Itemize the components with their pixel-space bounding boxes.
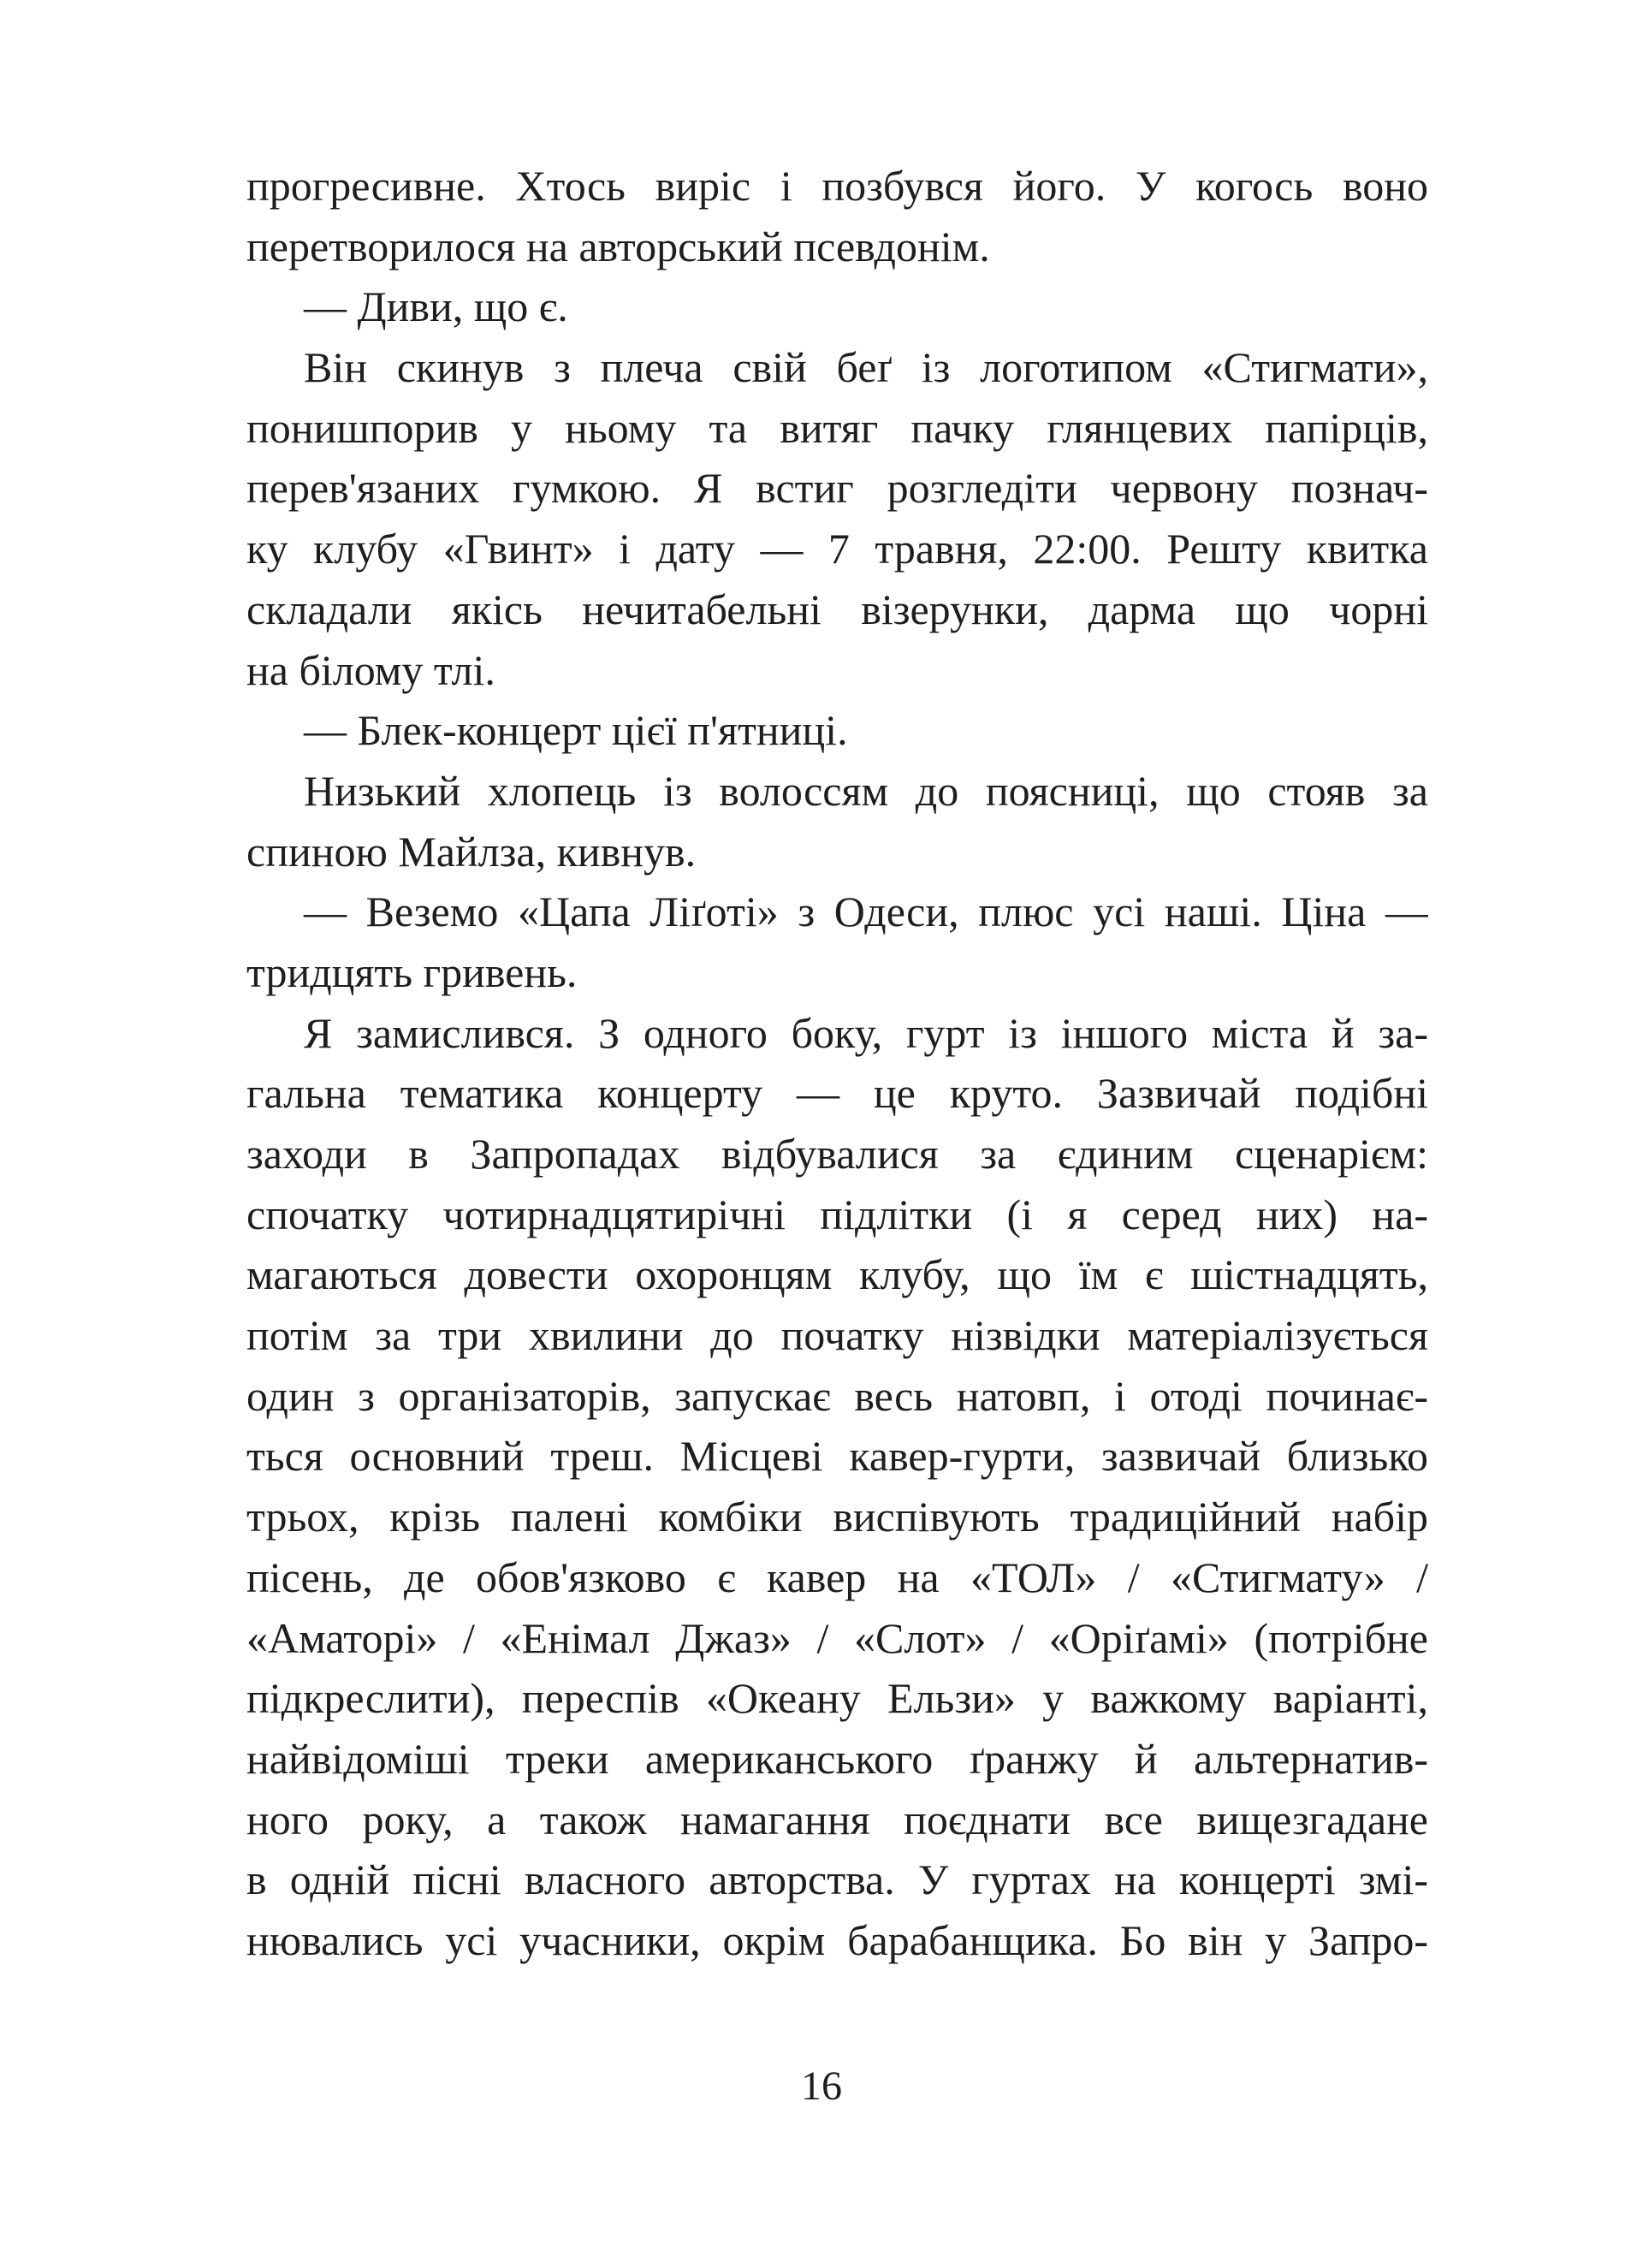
text-line: Низький хлопець із волоссям до поясниці, що стояв за	[304, 766, 1428, 815]
text-line: найвідоміші треки американського ґранжу й альтернатив-	[246, 1734, 1428, 1783]
text-line: на білому тлі.	[246, 645, 495, 694]
text-line: потім за три хвилини до початку нізвідки матеріалізується	[246, 1311, 1428, 1360]
text-line: спиною Майлза, кивнув.	[246, 827, 697, 876]
text-line: пісень, де обов'язково є кавер на «ТОЛ» / «Стигмату» /	[246, 1553, 1428, 1601]
text-line: Я замислився. З одного боку, гурт із іншого міста й за-	[304, 1008, 1428, 1057]
text-line: «Аматорі» / «Енімал Джаз» / «Слот» / «Оріґамі» (потрібне	[246, 1613, 1428, 1662]
text-line: спочатку чотирнадцятирічні підлітки (і я серед них) на-	[246, 1190, 1428, 1238]
text-line: — Веземо «Цапа Ліґоті» з Одеси, плюс усі наші. Ціна —	[304, 888, 1428, 936]
text-line: — Диви, що є.	[304, 282, 568, 331]
text-line: гальна тематика концерту — це круто. Зазвичай подібні	[246, 1069, 1428, 1118]
page-body-text	[246, 156, 1428, 1971]
text-line: в одній пісні власного авторства. У гуртах на концерті змі-	[246, 1855, 1428, 1904]
text-line: нювались усі учасники, окрім барабанщика. Бо він у Запро-	[246, 1915, 1428, 1964]
text-line: перев'язаних гумкою. Я встиг розгледіти червону познач-	[246, 464, 1428, 513]
text-line: понишпорив у ньому та витяг пачку глянцевих папірців,	[246, 403, 1428, 452]
text-line: заходи в Запропадах відбувалися за єдиним сценарієм:	[246, 1130, 1428, 1178]
text-line: ку клубу «Гвинт» і дату — 7 травня, 22:00. Решту квитка	[246, 525, 1428, 573]
text-line: тридцять гривень.	[246, 947, 578, 996]
text-line: складали якісь нечитабельні візерунки, дарма що чорні	[246, 585, 1428, 633]
text-line: підкреслити), переспів «Океану Ельзи» у важкому варіанті,	[246, 1674, 1428, 1723]
text-line: перетворилося на авторський псевдонім.	[246, 222, 990, 270]
page-number: 16	[801, 2063, 842, 2109]
text-line: ного року, а також намагання поєднати все вищезгадане	[246, 1795, 1428, 1843]
text-line: ться основний треш. Місцеві кавер-гурти, зазвичай близько	[246, 1432, 1428, 1481]
text-line: — Блек-концерт цієї п'ятниці.	[304, 706, 848, 755]
text-line: прогресивне. Хтось виріс і позбувся його. У когось воно	[246, 162, 1428, 210]
text-line: магаються довести охоронцям клубу, що їм є шістнадцять,	[246, 1250, 1428, 1299]
text-line: трьох, крізь палені комбіки виспівують традиційний набір	[246, 1493, 1428, 1541]
text-line: Він скинув з плеча свій беґ із логотипом «Стигмати»,	[304, 343, 1428, 392]
text-line: один з організаторів, запускає весь натовп, і отоді починає-	[246, 1371, 1428, 1420]
